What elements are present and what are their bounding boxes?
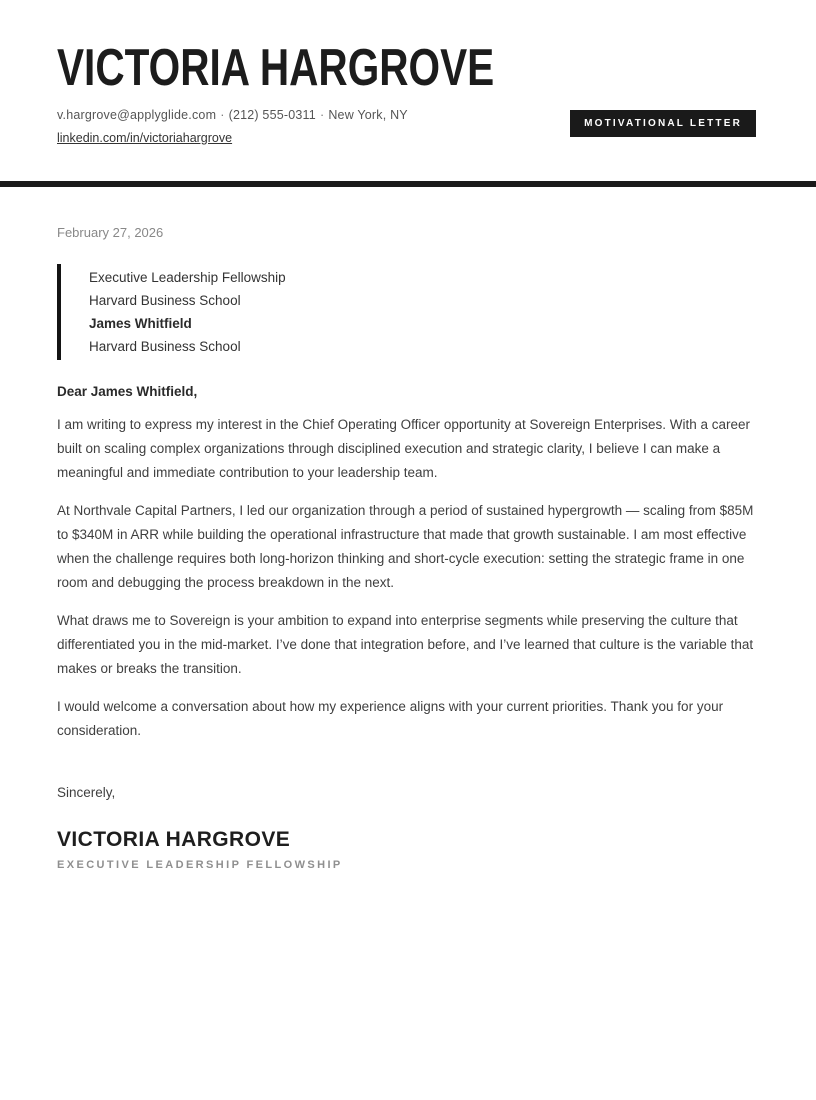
contact-block	[57, 108, 408, 147]
contact-email: v.hargrove@applyglide.com	[57, 108, 217, 122]
contact-separator: ·	[319, 108, 325, 122]
recipient-name: James Whitfield	[89, 316, 192, 331]
recipient-school: Harvard Business School	[89, 293, 241, 308]
page-title: VICTORIA HARGROVE	[57, 39, 495, 97]
recipient-block	[57, 264, 754, 360]
letter-body	[0, 225, 816, 871]
closing: Sincerely,	[57, 785, 116, 800]
letter-paragraph: At Northvale Capital Partners, I led our organization through a period of sustained hypergrowth — scaling from $85M to $340M in ARR while building the operational infrastructure that made that growth sustainable. I am most effective when the challenge requires both long-horizon thinking and short-cycle execution: setting the strategic frame in one room and debugging the process breakdown in the next.	[57, 503, 754, 590]
letter-paragraph: I am writing to express my interest in the Chief Operating Officer opportunity at Sovereign Enterprises. With a career built on scaling complex organizations through disciplined execution and strategic clarity, I believe I can make a meaningful and immediate contribution to your leadership team.	[57, 417, 751, 480]
document-type-badge: MOTIVATIONAL LETTER	[570, 110, 756, 137]
contact-info	[57, 108, 408, 122]
letter-paragraph: What draws me to Sovereign is your ambition to expand into enterprise segments while preserving the culture that differentiated you in the mid-market. I’ve done that integration before, and I’ve learned that culture is the variable that makes or breaks the transition.	[57, 613, 754, 676]
signature-name: VICTORIA HARGROVE	[57, 828, 291, 851]
document-header	[0, 0, 816, 147]
linkedin-link[interactable]: linkedin.com/in/victoriahargrove	[57, 131, 233, 145]
contact-location: New York, NY	[328, 108, 408, 122]
letter-date: February 27, 2026	[57, 225, 164, 240]
contact-phone: (212) 555-0311	[228, 108, 316, 122]
signature-title: EXECUTIVE LEADERSHIP FELLOWSHIP	[57, 859, 343, 871]
recipient-program: Executive Leadership Fellowship	[89, 270, 286, 285]
header-meta-row	[57, 108, 756, 147]
contact-separator: ·	[220, 108, 225, 122]
recipient-school: Harvard Business School	[89, 339, 241, 354]
letter-paragraph: I would welcome a conversation about how my experience aligns with your current priorities. Thank you for your consideration.	[57, 699, 724, 738]
header-divider	[0, 181, 816, 187]
salutation: Dear James Whitfield,	[57, 384, 198, 399]
